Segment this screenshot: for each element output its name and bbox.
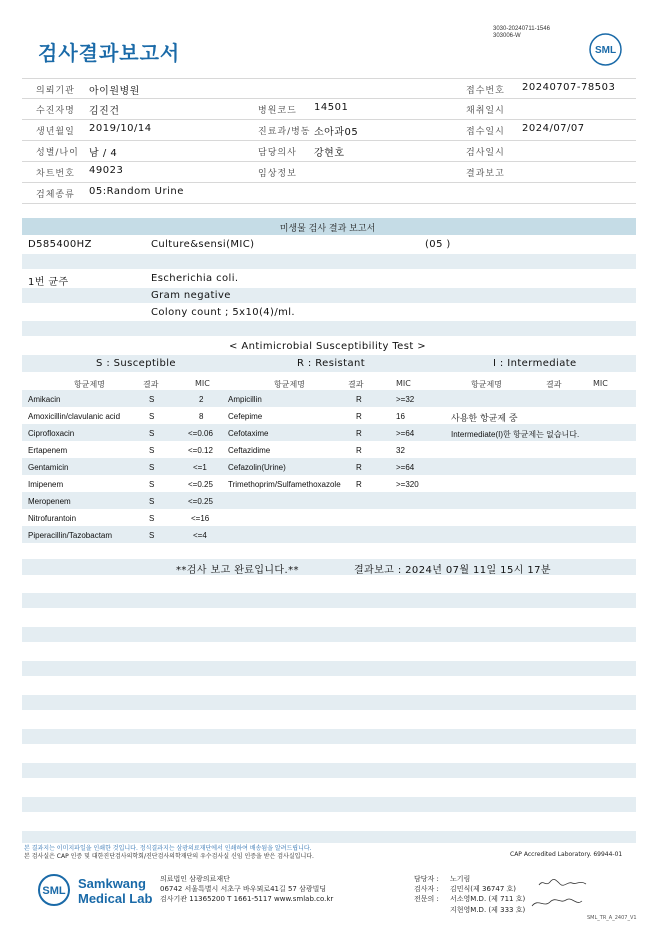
ast-drug: Nitrofurantoin	[28, 514, 77, 523]
cap-accreditation: CAP Accredited Laboratory. 69944-01	[510, 851, 623, 858]
birth-label: 생년월일	[36, 127, 75, 137]
ast-result: S	[149, 429, 155, 438]
ast-mic: <=0.12	[188, 446, 213, 455]
info-row-3	[22, 120, 636, 141]
staff-role: 검사자 :	[414, 885, 439, 893]
ast-drug: Meropenem	[28, 497, 71, 506]
legend-susceptible: S : Susceptible	[96, 358, 176, 369]
footer-warning: 본 결과지는 이미지파일을 인쇄한 것입니다. 정식결과지는 삼광의료재단에서 인쇄하여 배송됨을 알려드립니다.	[24, 845, 312, 852]
receipt-date-label: 접수일시	[466, 127, 505, 137]
signature-icon	[530, 896, 585, 910]
legend-intermediate: I : Intermediate	[493, 358, 577, 369]
foundation-name: 의료법인 삼광의료재단	[160, 875, 230, 883]
ast-drug: Amikacin	[28, 395, 61, 404]
ast-mic: 8	[199, 412, 204, 421]
col1-drug-header: 항균제명	[74, 380, 105, 389]
ast-result: S	[149, 497, 155, 506]
stripe	[22, 458, 636, 475]
chart-label: 차트번호	[36, 169, 75, 179]
chart-value: 49023	[89, 165, 124, 176]
test-number: (05 )	[425, 239, 451, 250]
micro-section-title: 미생물 검사 결과 보고서	[279, 224, 376, 234]
receipt-date-value: 2024/07/07	[522, 123, 585, 134]
ast-result: R	[356, 463, 362, 472]
staff-role: 담당자 :	[414, 875, 439, 883]
exam-date-label: 검사일시	[466, 148, 505, 158]
svg-text:SML: SML	[42, 885, 66, 897]
ast-result: S	[149, 531, 155, 540]
ast-drug: Cefotaxime	[228, 429, 269, 438]
test-code: D585400HZ	[28, 239, 92, 250]
ast-result: R	[356, 395, 362, 404]
ast-drug: Trimethoprim/Sulfamethoxazole	[228, 480, 341, 489]
ast-drug: Cefepime	[228, 412, 263, 421]
specimen-value: 05:Random Urine	[89, 186, 184, 197]
test-name: Culture&sensi(MIC)	[151, 239, 255, 250]
info-row-5	[22, 162, 636, 183]
stripe	[22, 763, 636, 778]
ast-mic: 16	[396, 412, 405, 421]
ast-result: R	[356, 412, 362, 421]
stripe	[22, 797, 636, 812]
staff-name: 노기림	[450, 875, 471, 883]
stripe	[22, 729, 636, 744]
colony-count: Colony count ; 5x10(4)/ml.	[151, 307, 296, 318]
staff-name: 지현영M.D. (제 333 호)	[450, 906, 526, 914]
patient-label: 수진자명	[36, 106, 75, 116]
ast-title: < Antimicrobial Susceptibility Test >	[228, 341, 427, 352]
birth-value: 2019/10/14	[89, 123, 152, 134]
institution-value: 아이원병원	[89, 86, 140, 97]
collect-date-label: 채취일시	[466, 106, 505, 116]
info-row-4	[22, 141, 636, 162]
stripe	[22, 593, 636, 608]
sex-age-value: 남 / 4	[89, 148, 118, 159]
sex-age-label: 성별/나이	[36, 148, 79, 158]
svg-text:SML: SML	[594, 45, 617, 56]
ast-drug: Gentamicin	[28, 463, 69, 472]
ast-drug: Ciprofloxacin	[28, 429, 75, 438]
ast-mic: >=64	[396, 463, 415, 472]
col2-drug-header: 항균제명	[274, 380, 305, 389]
ast-result: S	[149, 463, 155, 472]
signature-icon	[538, 878, 588, 888]
hospital-code-label: 병원코드	[258, 106, 297, 116]
stripe	[22, 288, 636, 303]
col3-drug-header: 항균제명	[471, 380, 502, 389]
ast-drug: Piperacillin/Tazobactam	[28, 531, 113, 540]
ast-mic: <=0.25	[188, 480, 213, 489]
clinical-label: 임상정보	[258, 169, 297, 179]
stripe	[22, 627, 636, 642]
ast-result: S	[149, 412, 155, 421]
page-title: 검사결과보고서	[38, 41, 181, 65]
foundation-contact: 검사기관 11365200 T 1661-5117 www.smlab.co.kr	[160, 895, 334, 903]
info-row-6	[22, 183, 636, 204]
ast-result: R	[356, 480, 362, 489]
stripe	[22, 695, 636, 710]
receipt-no-label: 접수번호	[466, 86, 505, 96]
stripe	[22, 321, 636, 336]
report-complete: **검사 보고 완료입니다.**	[176, 565, 299, 576]
ast-result: S	[149, 480, 155, 489]
col3-result-header: 결과	[546, 380, 562, 389]
staff-name: 서소영M.D. (제 711 호)	[450, 895, 526, 903]
sml-logo-icon	[589, 33, 622, 66]
ast-mic: 32	[396, 446, 405, 455]
ast-drug: Cefazolin(Urine)	[228, 463, 286, 472]
ast-result: S	[149, 446, 155, 455]
brand-line-1: Samkwang	[78, 876, 146, 891]
report-time: 결과보고 : 2024년 07월 11일 15시 17분	[354, 565, 551, 576]
ast-drug: Imipenem	[28, 480, 64, 489]
ast-mic: >=320	[396, 480, 419, 489]
stripe	[22, 661, 636, 676]
brand-line-2: Medical Lab	[78, 891, 153, 906]
patient-value: 김진건	[89, 106, 120, 117]
dept-label: 진료과/병동	[258, 127, 311, 137]
stripe	[22, 390, 636, 407]
ast-result: S	[149, 514, 155, 523]
ast-result: R	[356, 429, 362, 438]
ast-drug: Ertapenem	[28, 446, 68, 455]
doctor-label: 담당의사	[258, 148, 297, 158]
institution-label: 의뢰기관	[36, 86, 75, 96]
stripe	[22, 254, 636, 269]
receipt-no-value: 20240707-78503	[522, 82, 616, 93]
ast-mic: <=16	[191, 514, 210, 523]
ast-mic: >=32	[396, 395, 415, 404]
stripe	[22, 526, 636, 543]
ast-result: S	[149, 395, 155, 404]
footer-certification: 본 검사실은 CAP 인증 및 대한진단검사의학회/진단검사의학재단의 우수검사실 신임 인증을 받은 검사실입니다.	[24, 853, 314, 860]
stripe	[22, 831, 636, 843]
specimen-label: 검체종류	[36, 190, 75, 200]
staff-name: 김민식(제 36747 호)	[450, 885, 516, 893]
samkwang-logo-icon	[36, 873, 76, 907]
staff-role: 전문의 :	[414, 895, 439, 903]
ast-mic: 2	[199, 395, 204, 404]
stripe	[22, 492, 636, 509]
dept-value: 소아과05	[314, 127, 359, 138]
col1-mic-header: MIC	[195, 379, 210, 388]
intermediate-note-2: Intermediate(I)한 항균제는 없습니다.	[451, 430, 580, 439]
hospital-code-value: 14501	[314, 102, 349, 113]
top-code-1: 3030-20240711-1546	[493, 26, 550, 32]
intermediate-note-1: 사용한 항균제 중	[451, 414, 518, 424]
top-code-2: 303006-W	[493, 33, 521, 39]
info-row-2	[22, 99, 636, 120]
organism-name: Escherichia coli.	[151, 273, 239, 284]
ast-mic: <=4	[193, 531, 207, 540]
ast-drug: Ceftazidime	[228, 446, 271, 455]
col2-result-header: 결과	[348, 380, 364, 389]
col1-result-header: 결과	[143, 380, 159, 389]
ast-result: R	[356, 446, 362, 455]
ast-drug: Amoxicillin/clavulanic acid	[28, 412, 121, 421]
ast-mic: >=64	[396, 429, 415, 438]
legend-resistant: R : Resistant	[297, 358, 366, 369]
col2-mic-header: MIC	[396, 379, 411, 388]
ast-drug: Ampicillin	[228, 395, 262, 404]
form-code: SML_TR_A_2407_V1	[587, 915, 637, 921]
ast-mic: <=0.25	[188, 497, 213, 506]
info-row-1	[22, 78, 636, 99]
gram-result: Gram negative	[151, 290, 231, 301]
ast-mic: <=0.06	[188, 429, 213, 438]
col3-mic-header: MIC	[593, 379, 608, 388]
result-report-label: 결과보고	[466, 169, 505, 179]
foundation-address: 06742 서울특별시 서초구 바우뫼로41길 57 삼광빌딩	[160, 885, 327, 893]
ast-mic: <=1	[193, 463, 207, 472]
doctor-value: 강현호	[314, 148, 345, 159]
organism-label: 1번 균주	[28, 277, 69, 288]
